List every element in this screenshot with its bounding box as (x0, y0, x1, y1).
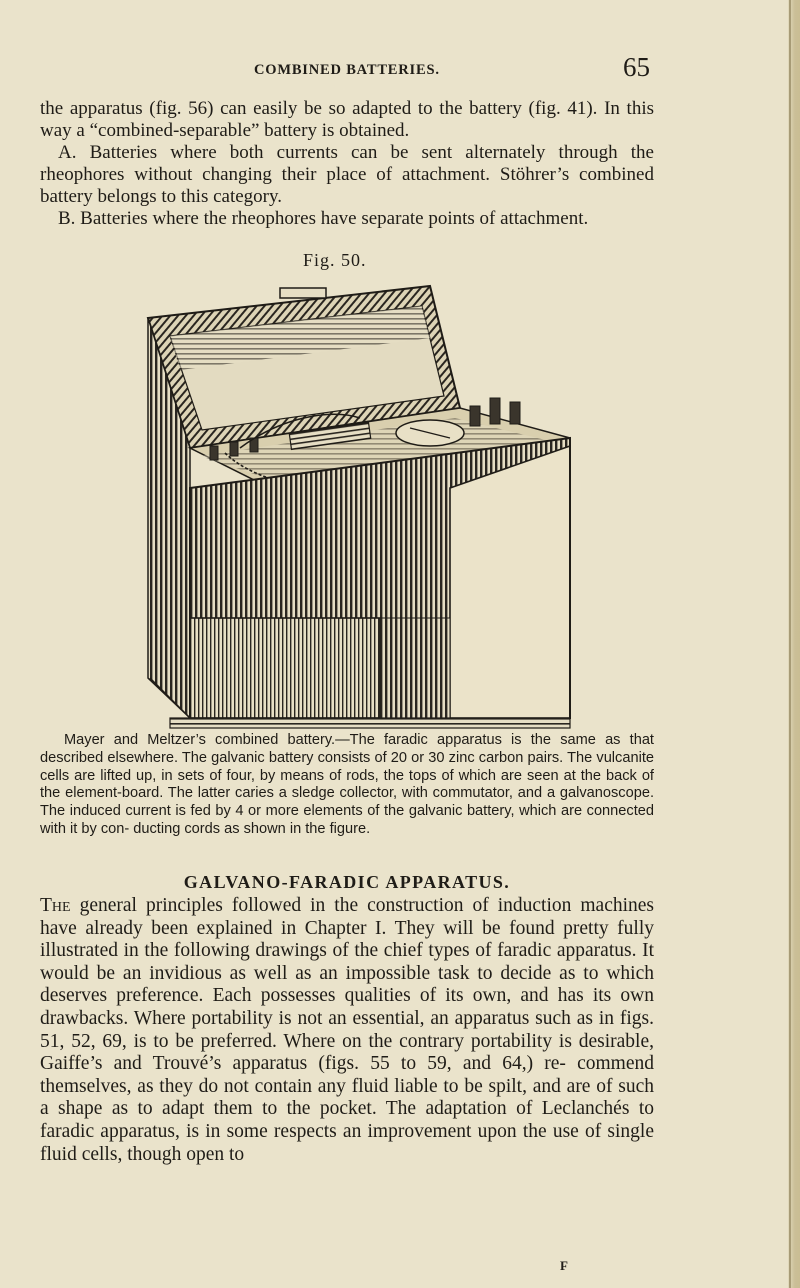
body-text-top (40, 98, 654, 230)
box-right-panel (450, 446, 570, 718)
figure-label: Fig. 50. (303, 250, 367, 270)
box-base (170, 718, 570, 728)
figure-caption (40, 732, 654, 839)
caption-text: Mayer and Meltzer’s combined battery.—The faradic apparatus is the same as that described elsewhere. The galvanic battery consists of 20 or 30 zinc carbon pairs. The vulcanite cells are lifted up, in sets of four, by means of rods, the tops of which are seen at the back of the element-board. The latter caries a sledge collector, with commutator, and a galvanoscope. The induced current is fed by 4 or more elements of the galvanic battery, which are connected with it by con- ducting cords as shown in the figure. (40, 732, 654, 837)
lead-word: The (40, 895, 71, 916)
section-paragraph (40, 895, 654, 1166)
box-front-door (190, 618, 380, 718)
paragraph-a: A. Batteries where both currents can be sent alternately through the rheophores without changing their place of attachment. Stöhrer’s combined battery belongs to this category. (40, 142, 654, 207)
page-edge-line (789, 0, 791, 1288)
paragraph-b: B. Batteries where the rheophores have separate points of attachment. (58, 208, 589, 229)
page-number: 65 (623, 52, 650, 82)
running-head (40, 52, 650, 84)
section-body: general principles followed in the construction of induction machines have already been explained in Chapter I. They will be found pretty fully illustrated in the following drawings of the chief types of faradic apparatus. It would be an invidious as well as an impossible task to decide as to which deserves preference. Each possesses qualities of its own, and has its own drawbacks. Where portability is not an essential, an apparatus such as in figs. 51, 52, 69, is to be preferred. Where on the contrary portability is desirable, Gaiffe’s and Trouvé’s apparatus (figs. 55 to 59, and 64,) re- commend themselves, as they do not contain any fluid liable to be spilt, and are of such a shape as to adapt them to the pocket. The adaptation of Leclanchés to faradic apparatus, is in some respects an improvement upon the use of single fluid cells, though open to (40, 895, 655, 1165)
running-head-title: COMBINED BATTERIES. (254, 62, 440, 78)
paragraph-continuation: the apparatus (fig. 56) can easily be so adapted to the battery (fig. 41). In this way a “combined-separable” battery is obtained. (40, 98, 654, 141)
body-text-bottom (40, 895, 654, 1166)
battery-illustration (130, 278, 590, 738)
signature-mark: F (560, 1258, 568, 1273)
section-heading: GALVANO-FARADIC APPARATUS. (183, 872, 511, 892)
